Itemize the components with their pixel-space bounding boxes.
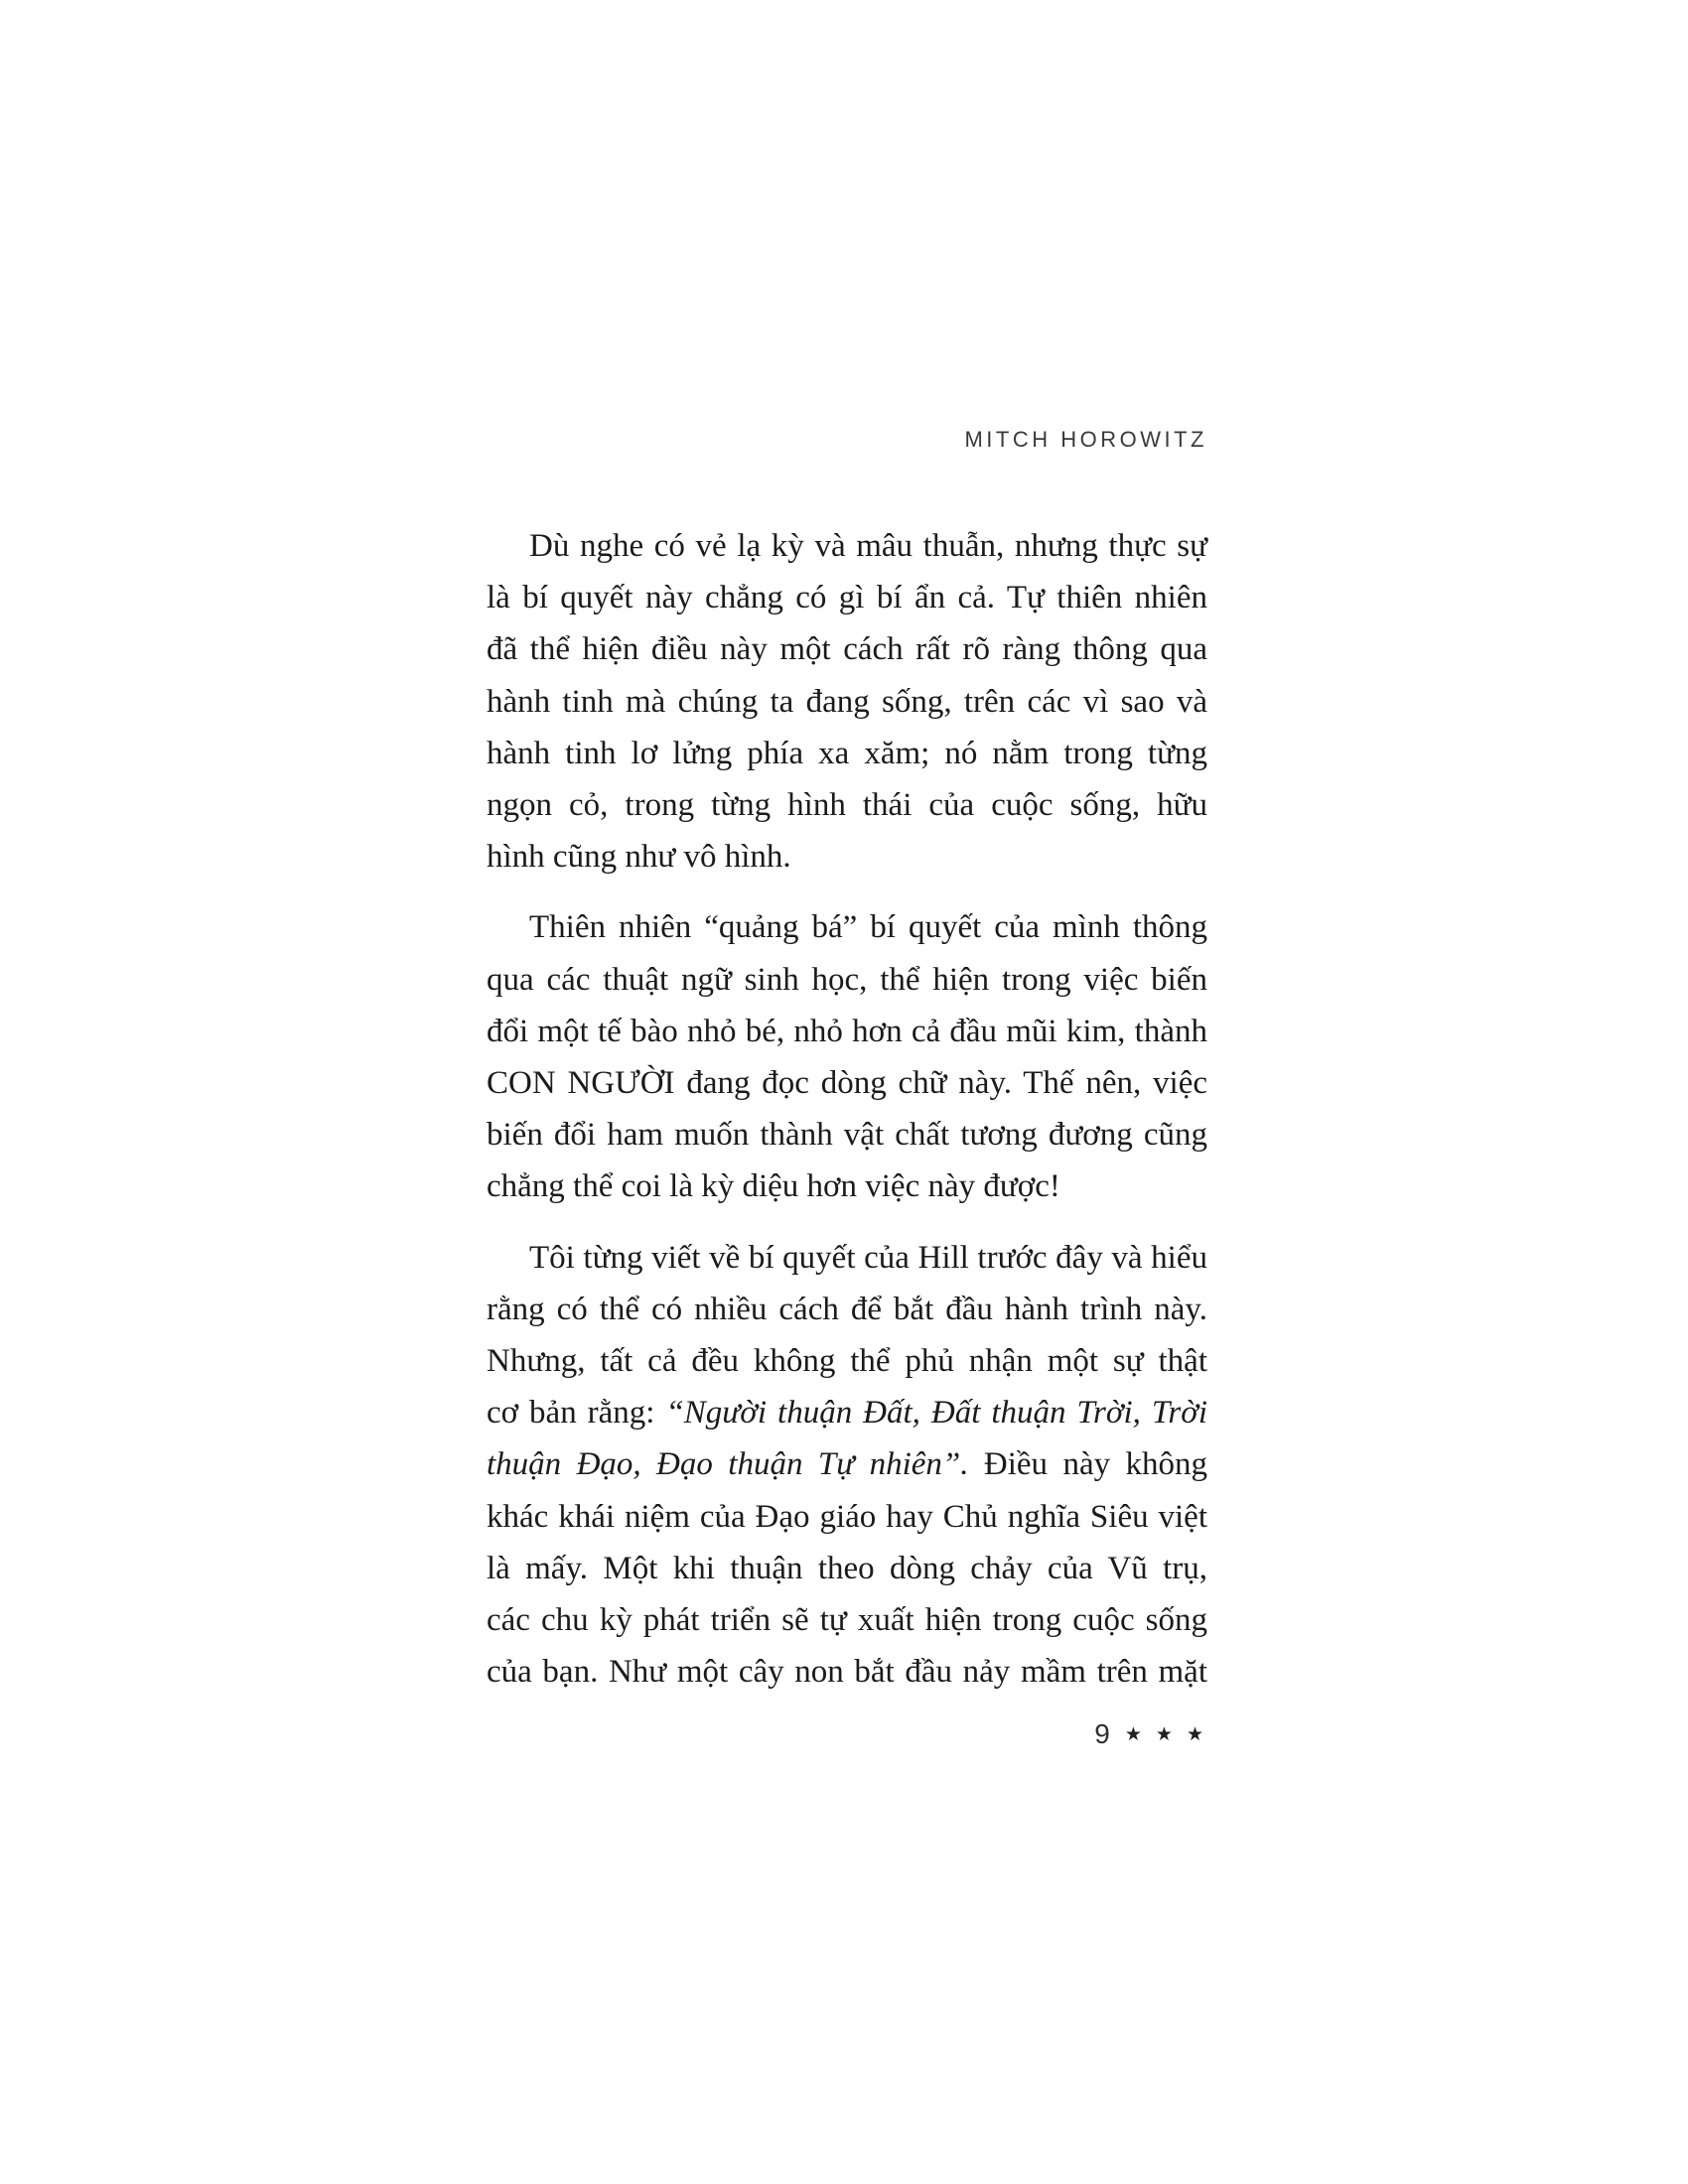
- paragraph: [487, 520, 1207, 883]
- text-line: [487, 1387, 1207, 1438]
- text-line: [487, 1491, 1207, 1543]
- text-segment: khác khái niệm của Đạo giáo hay Chủ nghĩa Siêu việt: [487, 1498, 1207, 1535]
- italic-text-segment: thuận Đạo, Đạo thuận Tự nhiên”.: [487, 1446, 969, 1483]
- text-segment: qua các thuật ngữ sinh học, thể hiện trong việc biến: [487, 961, 1207, 998]
- text-segment: Nhưng, tất cả đều không thể phủ nhận một sự thật: [487, 1343, 1207, 1380]
- text-segment: các chu kỳ phát triển sẽ tự xuất hiện trong cuộc sống: [487, 1602, 1207, 1639]
- text-line: [487, 572, 1207, 623]
- text-line: [487, 1646, 1207, 1698]
- text-line: [487, 1335, 1207, 1387]
- text-line: [487, 520, 1207, 572]
- text-line: [487, 1006, 1207, 1057]
- text-line: [487, 1284, 1207, 1335]
- text-line: [487, 1232, 1207, 1284]
- text-segment: Thiên nhiên “quảng bá” bí quyết của mình thông: [529, 909, 1207, 946]
- text-segment: là mấy. Một khi thuận theo dòng chảy của Vũ trụ,: [487, 1550, 1207, 1586]
- footer-stars-icon: ★ ★ ★: [1124, 1723, 1207, 1745]
- text-line: [487, 1594, 1207, 1646]
- text-segment: đã thể hiện điều này một cách rất rõ ràng thông qua: [487, 631, 1207, 668]
- text-segment: Điều này không: [968, 1446, 1207, 1483]
- text-line: [487, 1057, 1207, 1109]
- text-segment: Tôi từng viết về bí quyết của Hill trước đây và hiểu: [529, 1239, 1207, 1276]
- paragraph: [487, 901, 1207, 1212]
- text-line: [487, 779, 1207, 831]
- text-segment: rằng có thể có nhiều cách để bắt đầu hành trình này.: [487, 1291, 1207, 1327]
- text-segment: đổi một tế bào nhỏ bé, nhỏ hơn cả đầu mũi kim, thành: [487, 1013, 1207, 1049]
- italic-text-segment: “Người thuận Đất, Đất thuận Trời, Trời: [665, 1395, 1207, 1432]
- text-segment: ngọn cỏ, trong từng hình thái của cuộc sống, hữu: [487, 787, 1207, 824]
- text-segment: hình cũng như vô hình.: [487, 839, 791, 876]
- page-footer: [487, 1718, 1207, 1750]
- text-segment: CON NGƯỜI đang đọc dòng chữ này. Thế nên, việc: [487, 1065, 1207, 1102]
- text-segment: hành tinh mà chúng ta đang sống, trên các vì sao và: [487, 683, 1207, 720]
- text-segment: của bạn. Như một cây non bắt đầu nảy mầm trên mặt: [487, 1654, 1207, 1691]
- text-segment: chẳng thể coi là kỳ diệu hơn việc này được!: [487, 1168, 1060, 1205]
- text-line: [487, 901, 1207, 953]
- text-line: [487, 1109, 1207, 1160]
- text-line: [487, 676, 1207, 728]
- text-line: [487, 1438, 1207, 1490]
- text-line: [487, 623, 1207, 675]
- text-segment: cơ bản rằng:: [487, 1395, 666, 1432]
- text-segment: hành tinh lơ lửng phía xa xăm; nó nằm trong từng: [487, 735, 1207, 771]
- text-segment: là bí quyết này chẳng có gì bí ẩn cả. Tự thiên nhiên: [487, 580, 1207, 616]
- text-segment: Dù nghe có vẻ lạ kỳ và mâu thuẫn, nhưng thực sự: [529, 528, 1207, 564]
- text-line: [487, 1160, 1207, 1212]
- body-text: [487, 520, 1207, 1698]
- text-line: [487, 831, 1207, 883]
- text-line: [487, 1543, 1207, 1594]
- text-line: [487, 954, 1207, 1006]
- running-header: MITCH HOROWITZ: [964, 427, 1207, 452]
- text-line: [487, 728, 1207, 779]
- paragraph: [487, 1232, 1207, 1699]
- page-number: 9: [1094, 1718, 1111, 1749]
- text-segment: biến đổi ham muốn thành vật chất tương đương cũng: [487, 1117, 1207, 1154]
